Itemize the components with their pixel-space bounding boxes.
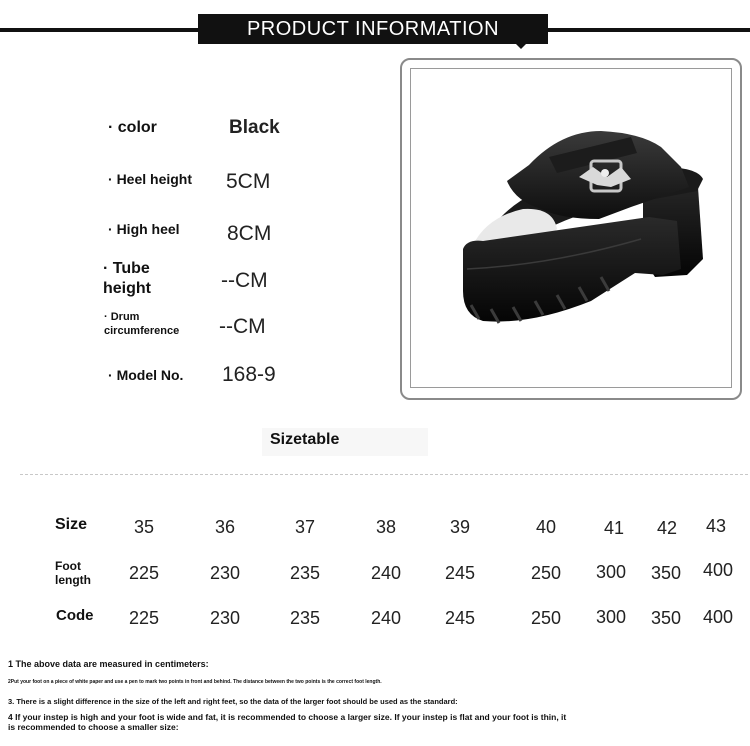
note-4: 4 If your instep is high and your foot is wide and fat, it is recommended to choose a larger size. If your instep is flat and your foot is thin, it is recommended to choose a smaller size: bbox=[8, 712, 567, 732]
code-cell: 400 bbox=[702, 607, 734, 627]
foot-length-cell: 225 bbox=[128, 563, 160, 583]
foot-length-cell: 400 bbox=[702, 560, 734, 580]
bullet: · bbox=[108, 171, 113, 187]
foot-length-cell: 240 bbox=[370, 563, 402, 583]
spec-label-text: Tube height bbox=[103, 260, 151, 297]
bullet: · bbox=[108, 221, 113, 237]
foot-length-cell: 235 bbox=[289, 563, 321, 583]
code-cell: 250 bbox=[530, 608, 562, 628]
platform-slide-sandal-image bbox=[411, 69, 731, 387]
spec-value-tube-height: --CM bbox=[221, 269, 268, 292]
row-label-foot-length: Foot length bbox=[55, 559, 91, 587]
spec-value-high-heel: 8CM bbox=[227, 222, 272, 245]
spec-label-heel-height bbox=[108, 169, 192, 189]
spec-label-high-heel bbox=[108, 219, 180, 239]
code-cell: 240 bbox=[370, 608, 402, 628]
size-cell: 37 bbox=[294, 517, 316, 537]
bullet: · bbox=[108, 119, 114, 136]
size-cell: 40 bbox=[535, 517, 557, 537]
size-cell: 38 bbox=[375, 517, 397, 537]
row-label-code: Code bbox=[56, 607, 94, 624]
foot-length-cell: 230 bbox=[209, 563, 241, 583]
spec-value-drum-circumference: --CM bbox=[219, 315, 266, 338]
size-cell: 35 bbox=[133, 517, 155, 537]
size-cell: 39 bbox=[449, 517, 471, 537]
note-1: 1 The above data are measured in centimeters: bbox=[8, 659, 209, 669]
row-label-size: Size bbox=[55, 516, 88, 533]
bullet: · bbox=[103, 260, 109, 277]
size-cell: 36 bbox=[214, 517, 236, 537]
spec-label-tube-height bbox=[103, 259, 173, 299]
product-photo bbox=[410, 68, 732, 388]
spec-value-heel-height: 5CM bbox=[226, 170, 271, 193]
spec-label-text: Model No. bbox=[116, 367, 184, 383]
spec-label-text: Heel height bbox=[116, 171, 193, 187]
code-cell: 245 bbox=[444, 608, 476, 628]
size-cell: 43 bbox=[705, 516, 727, 536]
page-title: PRODUCT INFORMATION bbox=[246, 18, 500, 40]
code-cell: 350 bbox=[650, 608, 682, 628]
spec-label-color bbox=[108, 118, 157, 138]
spec-label-model-no bbox=[108, 365, 183, 385]
bullet: · bbox=[108, 367, 113, 383]
spec-label-text: Drum circumference bbox=[104, 311, 180, 337]
foot-length-cell: 250 bbox=[530, 563, 562, 583]
bullet: · bbox=[104, 311, 108, 323]
foot-length-cell: 350 bbox=[650, 563, 682, 583]
code-cell: 230 bbox=[209, 608, 241, 628]
spec-value-model-no: 168-9 bbox=[222, 363, 276, 386]
note-2: 2Put your foot on a piece of white paper and use a pen to mark two points in front and behind. The distance between the two points is the correct foot length. bbox=[8, 679, 382, 685]
spec-label-text: color bbox=[117, 119, 157, 136]
code-cell: 225 bbox=[128, 608, 160, 628]
spec-value-color: Black bbox=[229, 117, 280, 138]
foot-length-cell: 245 bbox=[444, 563, 476, 583]
note-3: 3. There is a slight difference in the size of the left and right feet, so the data of the larger foot should be used as the standard: bbox=[8, 697, 458, 706]
sizetable-title: Sizetable bbox=[262, 428, 428, 456]
spec-label-text: High heel bbox=[116, 221, 180, 237]
foot-length-cell: 300 bbox=[595, 562, 627, 582]
code-cell: 235 bbox=[289, 608, 321, 628]
size-cell: 42 bbox=[656, 518, 678, 538]
size-cell: 41 bbox=[603, 518, 625, 538]
spec-label-drum-circumference bbox=[104, 310, 200, 338]
code-cell: 300 bbox=[595, 607, 627, 627]
section-divider bbox=[20, 474, 748, 475]
